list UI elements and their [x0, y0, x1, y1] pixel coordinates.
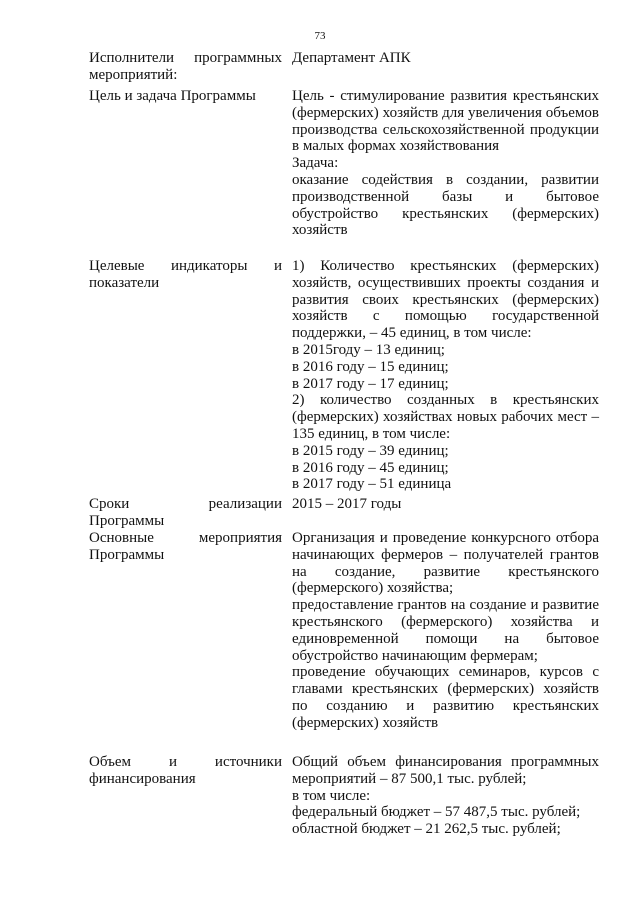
- program-passport: [89, 50, 599, 838]
- funding-federal: федеральный бюджет – 57 487,5 тыс. рублей;: [292, 804, 581, 821]
- activity-item-1: Организация и проведение конкурсного отбора начинающих фермеров – получателей грантов на создание, развитие крестьянского (фермерского) хозяйства;: [292, 530, 599, 597]
- funding-regional: областной бюджет – 21 262,5 тыс. рублей;: [292, 821, 561, 838]
- activities-row: [89, 530, 599, 754]
- indicator-item-2: 2) количество созданных в крестьянских (фермерских) хозяйствах новых рабочих мест – 135 единиц, в том числе:: [292, 392, 599, 442]
- indicator-2-year-2016: в 2016 году – 45 единиц;: [292, 459, 449, 476]
- activity-item-3: проведение обучающих семинаров, курсов с главами крестьянских (фермерских) хозяйств по созданию и развитию крестьянских (фермерских) хозяйств: [292, 664, 599, 731]
- indicators-label: Целевые индикаторы и показатели: [89, 258, 282, 291]
- goal-label: Цель и задача Программы: [89, 88, 256, 104]
- indicator-2-year-2015: в 2015 году – 39 единиц;: [292, 442, 449, 459]
- goal-row: [89, 88, 599, 258]
- executors-value: Департамент АПК: [292, 50, 411, 66]
- funding-total: Общий объем финансирования программных мероприятий – 87 500,1 тыс. рублей;: [292, 754, 599, 787]
- activity-item-2: предоставление грантов на создание и развитие крестьянского (фермерского) хозяйства и единовременной помощи на бытовое обустройство начинающим фермерам;: [292, 597, 599, 664]
- indicator-2-year-2017: в 2017 году – 51 единица: [292, 476, 452, 493]
- task-heading: Задача:: [292, 155, 339, 172]
- terms-row: [89, 496, 599, 530]
- funding-including: в том числе:: [292, 787, 371, 804]
- task-text: оказание содействия в создании, развитии производственной базы и бытовое обустройство крестьянских (фермерских) хозяйств: [292, 171, 599, 239]
- executors-label: Исполнители программных мероприятий:: [89, 50, 282, 83]
- funding-row: [89, 754, 599, 838]
- terms-value: 2015 – 2017 годы: [292, 496, 402, 512]
- indicator-1-year-2015: в 2015году – 13 единиц;: [292, 341, 445, 358]
- indicators-row: [89, 258, 599, 496]
- page-number: 73: [314, 30, 326, 42]
- executors-row: [89, 50, 599, 88]
- activities-label: Основные мероприятия Программы: [89, 530, 282, 563]
- goal-value: [292, 88, 599, 239]
- goal-text: Цель - стимулирование развития крестьянских (фермерских) хозяйств для увеличения объемов производства сельскохозяйственной продукции в малых формах хозяйствования: [292, 88, 599, 155]
- activities-value: [292, 530, 599, 732]
- indicator-item-1: 1) Количество крестьянских (фермерских) хозяйств, осуществивших проекты создания и развития своих крестьянских (фермерских) хозяйств с помощью государственной поддержки, – 45 единиц, в том числе:: [292, 258, 599, 342]
- funding-label: Объем и источники финансирования: [89, 754, 282, 787]
- indicator-1-year-2017: в 2017 году – 17 единиц;: [292, 375, 449, 392]
- indicator-1-year-2016: в 2016 году – 15 единиц;: [292, 358, 449, 375]
- indicators-value: [292, 258, 599, 493]
- funding-value: [292, 754, 599, 838]
- terms-label: Сроки реализации Программы: [89, 496, 282, 529]
